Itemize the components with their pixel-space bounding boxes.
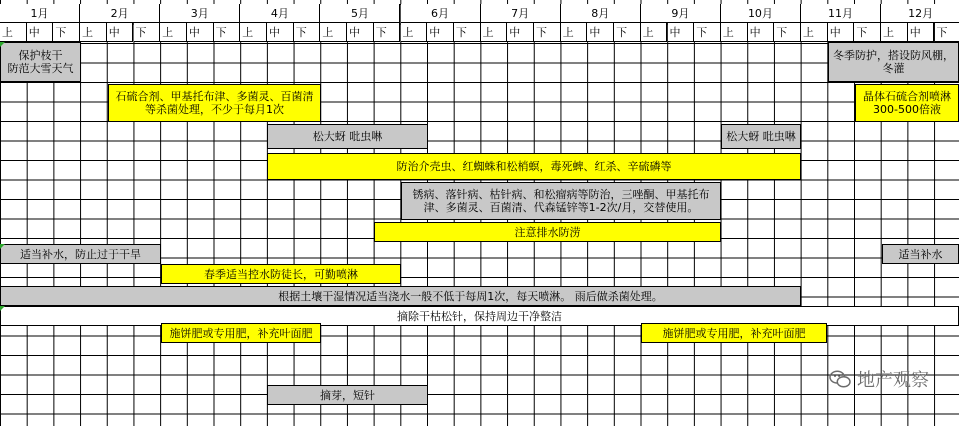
month-header: 11月 xyxy=(801,4,881,23)
block-text: 锈病、落针病、枯针病、和松瘤病等防治，三唑酮、甲基托布津、多菌灵、百菌清、代森锰锌等1-2次/月，交替使用。 xyxy=(412,188,710,214)
dekad-header-row xyxy=(0,23,959,42)
dekad-header: 下 xyxy=(694,23,721,42)
block-text: 防治介壳虫、红蜘蛛和松梢螟，毒死蜱、红杀、辛硫磷等 xyxy=(396,160,672,173)
block-text: 松大蚜 吡虫啉 xyxy=(312,130,383,143)
dekad-header: 下 xyxy=(53,23,80,42)
month-header: 10月 xyxy=(721,4,801,23)
month-header: 1月 xyxy=(0,4,80,23)
comment-marker xyxy=(0,306,5,311)
block-text: 根据土壤干湿情况适当浇水一般不低于每周1次，每天喷淋。 雨后做杀菌处理。 xyxy=(278,289,663,303)
block-aphid-autumn[interactable] xyxy=(721,124,801,149)
dekad-header: 上 xyxy=(320,23,347,42)
month-header: 5月 xyxy=(320,4,400,23)
dekad-header: 上 xyxy=(481,23,508,42)
dekad-header: 下 xyxy=(214,23,241,42)
dekad-header: 中 xyxy=(267,23,294,42)
block-text: 保护枝干 防范大雪天气 xyxy=(7,49,74,75)
dekad-header: 中 xyxy=(27,23,54,42)
month-header: 8月 xyxy=(561,4,641,23)
dekad-header: 上 xyxy=(0,23,27,42)
month-header: 7月 xyxy=(481,4,561,23)
block-drainage[interactable] xyxy=(374,222,721,242)
dekad-header: 下 xyxy=(454,23,481,42)
block-text: 适当补水 xyxy=(898,247,943,261)
month-header: 9月 xyxy=(641,4,721,23)
dekad-header: 中 xyxy=(107,23,134,42)
dekad-header: 上 xyxy=(160,23,187,42)
dekad-header: 中 xyxy=(908,23,935,42)
dekad-header: 下 xyxy=(374,23,401,42)
dekad-header: 上 xyxy=(561,23,588,42)
dekad-header: 上 xyxy=(881,23,908,42)
month-header: 12月 xyxy=(881,4,959,23)
dekad-header: 上 xyxy=(401,23,428,42)
dekad-header: 中 xyxy=(828,23,855,42)
dekad-header: 中 xyxy=(427,23,454,42)
dekad-header: 中 xyxy=(748,23,775,42)
dekad-header: 上 xyxy=(801,23,828,42)
watermark xyxy=(829,366,929,392)
month-header: 4月 xyxy=(240,4,320,23)
block-text: 石硫合剂、甲基托布津、多菌灵、百菌清等杀菌处理，不少于每月1次 xyxy=(115,90,314,116)
block-fertilize-spring[interactable] xyxy=(161,323,321,343)
block-watering[interactable] xyxy=(0,286,801,306)
wechat-icon xyxy=(829,369,851,389)
block-lime-sulfur[interactable] xyxy=(855,84,959,122)
block-water-december[interactable] xyxy=(882,244,959,264)
dekad-header: 下 xyxy=(294,23,321,42)
month-header-row xyxy=(0,4,959,23)
block-text: 冬季防护，搭设防风棚，冬灌 xyxy=(833,49,954,75)
block-text: 适当补水，防止过于干旱 xyxy=(20,247,141,261)
watermark-text: 地产观察 xyxy=(857,370,929,391)
dekad-header: 中 xyxy=(668,23,695,42)
dekad-header: 中 xyxy=(187,23,214,42)
block-aphid-spring[interactable] xyxy=(267,124,428,149)
dekad-header: 下 xyxy=(774,23,801,42)
block-winter-protection[interactable] xyxy=(828,42,959,82)
block-text: 摘除干枯松针，保持周边干净整洁 xyxy=(397,309,562,323)
comment-marker xyxy=(0,42,5,47)
block-text: 施饼肥或专用肥，补充叶面肥 xyxy=(169,326,313,340)
dekad-header: 中 xyxy=(347,23,374,42)
block-pest-control[interactable] xyxy=(267,153,801,180)
dekad-header: 中 xyxy=(507,23,534,42)
month-header: 3月 xyxy=(160,4,240,23)
comment-marker xyxy=(0,244,5,249)
dekad-header: 上 xyxy=(721,23,748,42)
block-protect-trunks[interactable] xyxy=(0,42,81,82)
dekad-header: 上 xyxy=(240,23,267,42)
block-text: 摘芽，短针 xyxy=(320,388,375,402)
dekad-header: 下 xyxy=(854,23,881,42)
block-text: 注意排水防涝 xyxy=(514,225,581,239)
block-text: 春季适当控水防徒长，可勤喷淋 xyxy=(204,267,358,281)
month-header: 6月 xyxy=(401,4,481,23)
dekad-header: 下 xyxy=(614,23,641,42)
dekad-header: 下 xyxy=(134,23,161,42)
block-fungicide-spring[interactable] xyxy=(108,84,321,122)
block-text: 松大蚜 吡虫啉 xyxy=(726,130,796,143)
block-water-winter[interactable] xyxy=(0,244,161,264)
dekad-header: 上 xyxy=(80,23,107,42)
dekad-header: 中 xyxy=(587,23,614,42)
block-text: 晶体石硫合剂喷淋300-500倍液 xyxy=(863,90,951,116)
block-disease-control[interactable] xyxy=(401,182,721,220)
dekad-header: 上 xyxy=(641,23,668,42)
block-text: 施饼肥或专用肥，补充叶面肥 xyxy=(662,326,806,340)
month-header: 2月 xyxy=(80,4,160,23)
dekad-header: 下 xyxy=(935,23,959,42)
block-fertilize-autumn[interactable] xyxy=(641,323,827,343)
block-bud-pinching[interactable] xyxy=(267,385,428,405)
dekad-header: 下 xyxy=(534,23,561,42)
block-spring-water-control[interactable] xyxy=(161,264,401,284)
